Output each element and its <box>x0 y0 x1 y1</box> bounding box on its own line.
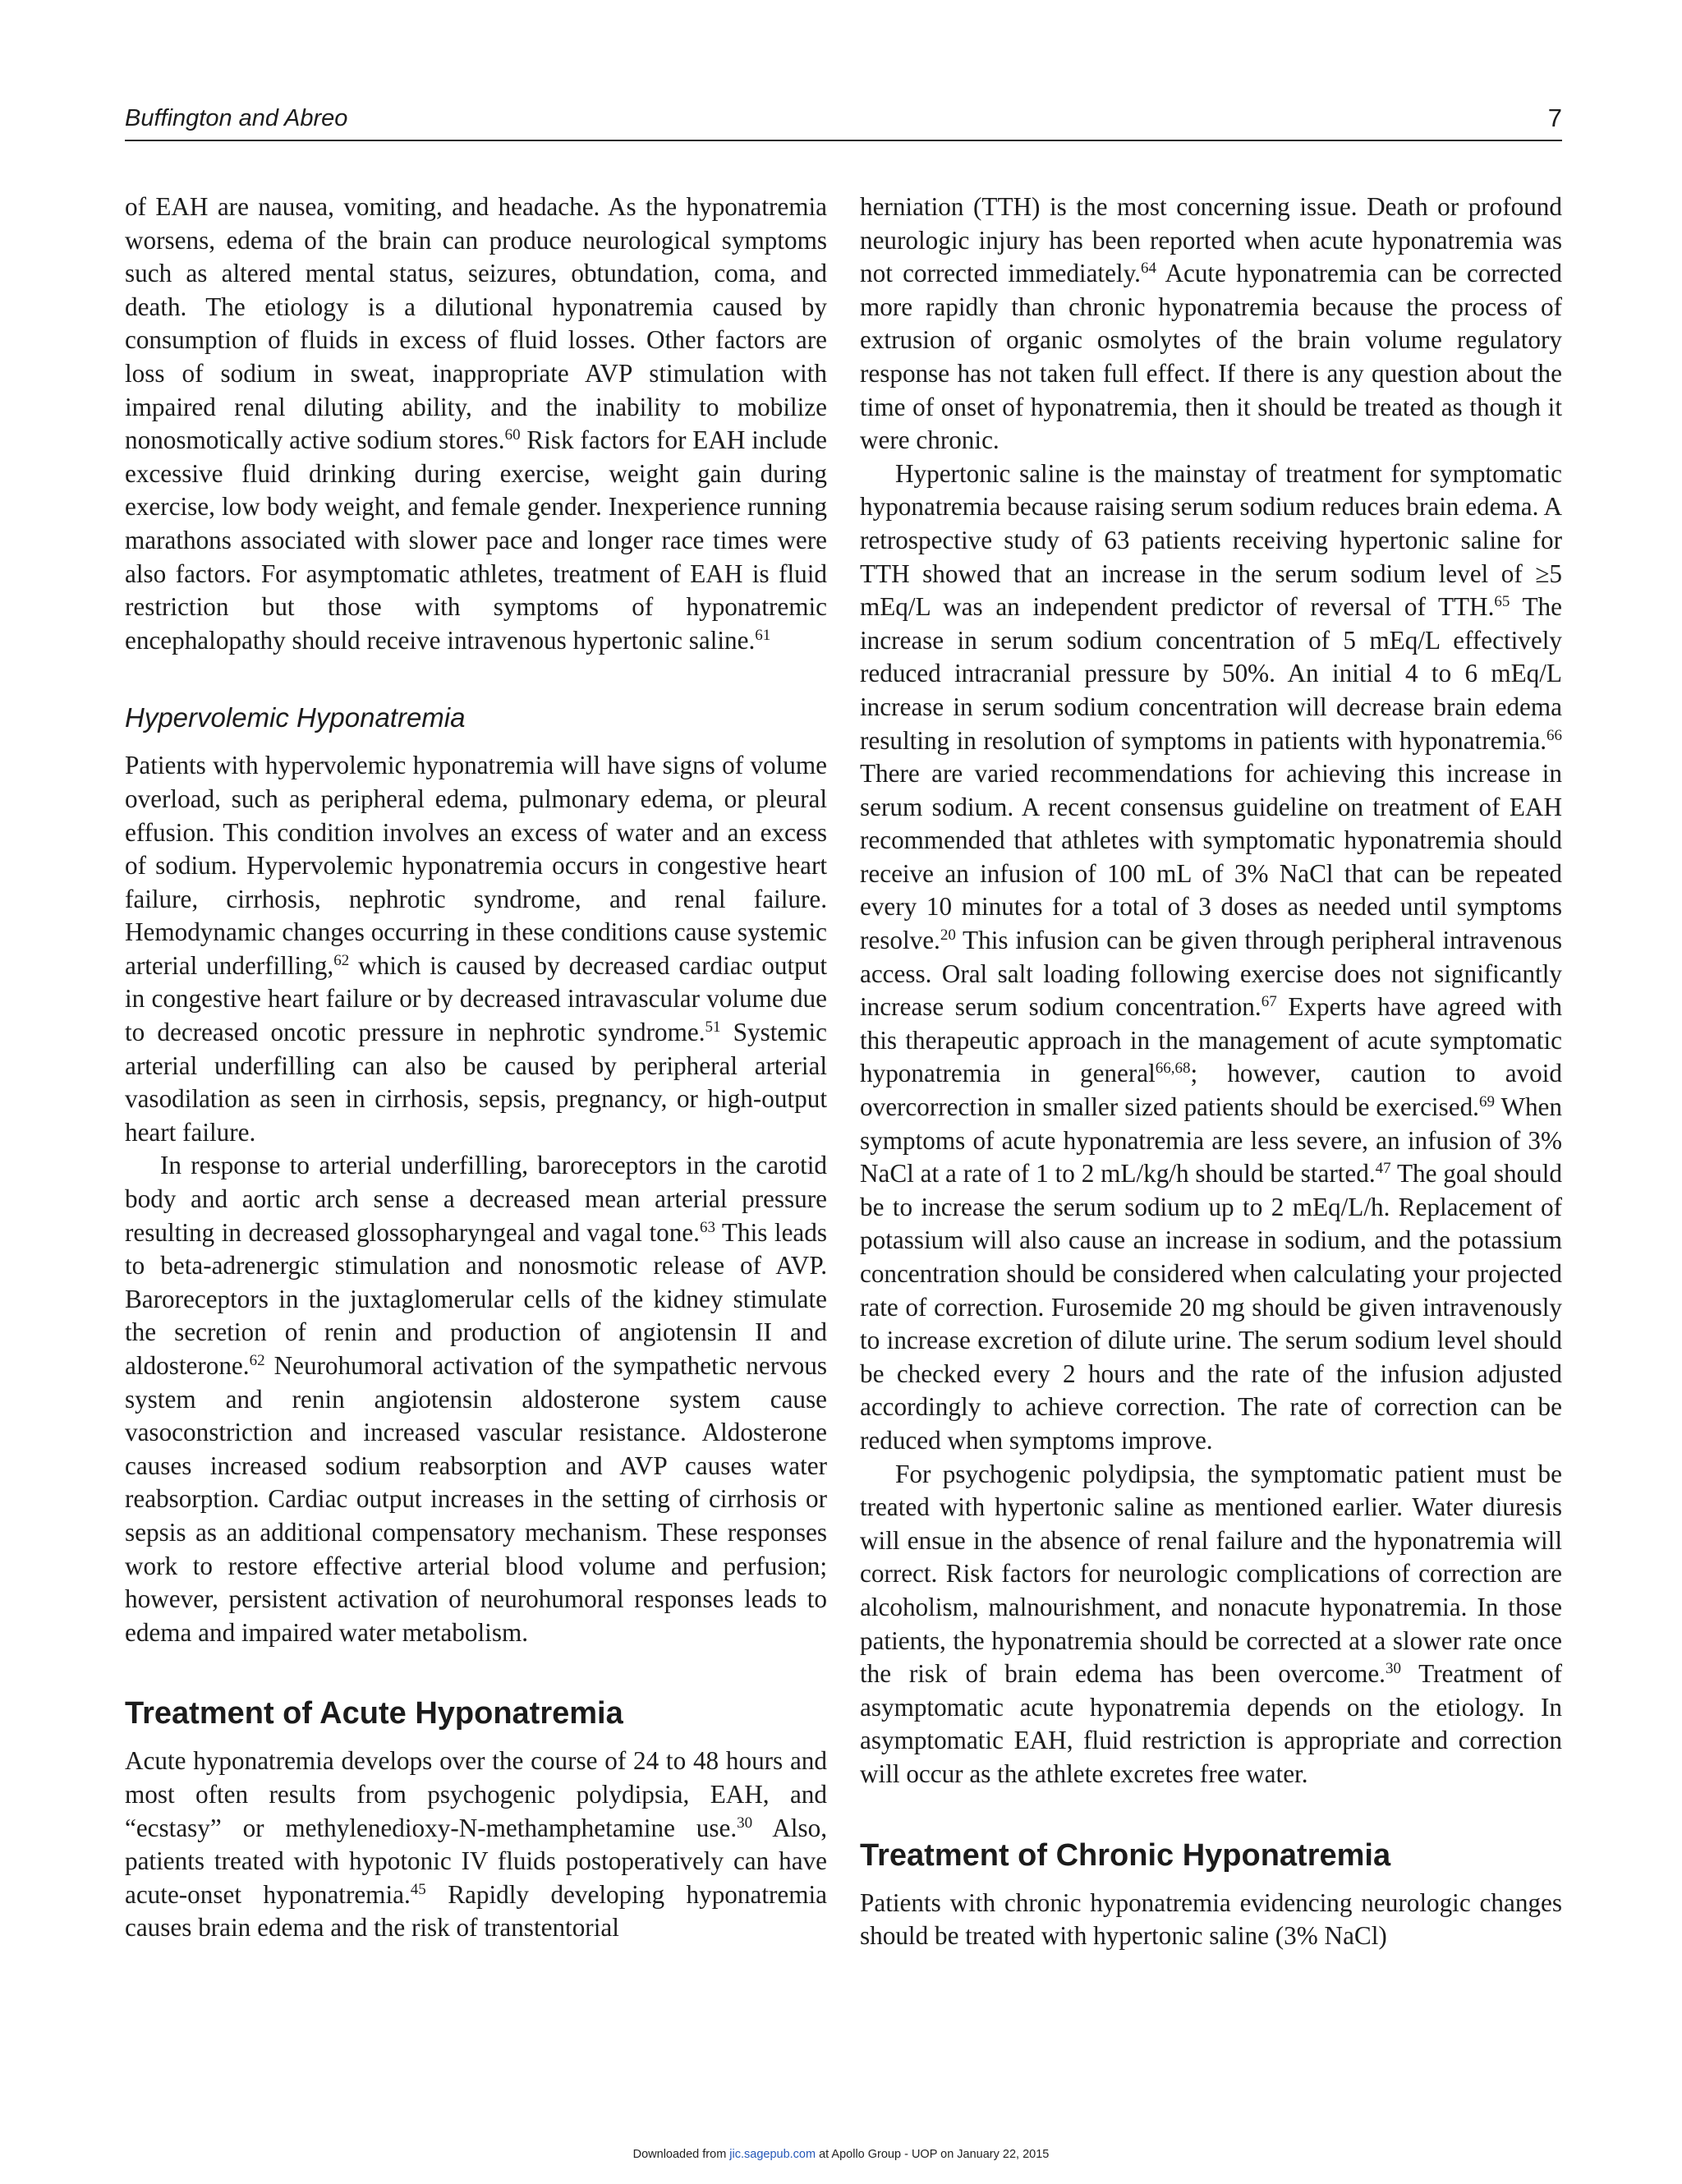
citation-ref: 62 <box>333 951 350 969</box>
body-paragraph: Acute hyponatremia develops over the course of 24 to 48 hours and most often results from psychogenic polydipsia, EAH, and “ecstasy” or methylenedioxy-N-methamphetamine use.$^{30}$ Also, patients treated with hypotonic IV fluids postoperatively can have acute-onset hyponatremia.$^{45}$ Rapidly developing hyponatremia causes brain edema and the risk of transtentorial <box>125 1746 827 1943</box>
left-column <box>125 191 827 1945</box>
citation-ref: 66 <box>1546 726 1562 744</box>
section-heading: Treatment of Acute Hyponatremia <box>125 1696 623 1731</box>
subsection-heading: Hypervolemic Hyponatremia <box>125 702 466 733</box>
body-paragraph: For psychogenic polydipsia, the symptomatic patient must be treated with hypertonic saline as mentioned earlier. Water diuresis will ensue in the absence of renal failure and the hyponatremia will correct. Risk factors for neurologic complications of correction are alcoholism, malnourishment, and nonacute hyponatremia. In those patients, the hyponatremia should be corrected at a slower rate once the risk of brain edema has been overcome.$^{30}$ Treatment of asymptomatic acute hyponatremia depends on the etiology. In asymptomatic EAH, fluid restriction is appropriate and correction will occur as the athlete excretes free water. <box>860 1459 1562 1788</box>
section-heading: Treatment of Chronic Hyponatremia <box>860 1837 1391 1873</box>
citation-ref: 64 <box>1140 260 1156 278</box>
running-head-authors: Buffington and Abreo <box>125 105 348 131</box>
citation-ref: 30 <box>1385 1660 1401 1678</box>
body-paragraph: Hypertonic saline is the mainstay of treatment for symptomatic hyponatremia because raising serum sodium reduces brain edema. A retrospective study of 63 patients receiving hypertonic saline for TTH showed that an increase in the serum sodium level of ≥5 mEq/L was an independent predictor of reversal of TTH.$^{65}$ The increase in serum sodium concentration of 5 mEq/L effectively reduced intracranial pressure by 50%. An initial 4 to 6 mEq/L increase in serum sodium concentration will decrease brain edema resulting in resolution of symptoms in patients with hyponatremia.$^{66}$ There are varied recommendations for achieving this increase in serum sodium. A recent consensus guideline on treatment of EAH recommended that athletes with symptomatic hyponatremia should receive an infusion of 100 mL of 3% NaCl that can be repeated every 10 minutes for a total of 3 doses as needed until symptoms resolve.$^{20}$ This infusion can be given through peripheral intravenous access. Oral salt loading following exercise does not significantly increase serum sodium concentration.$^{67}$ Experts have agreed with this therapeutic approach in the management of acute symptomatic hyponatremia in general$^{66,68}$; however, caution to avoid overcorrection in smaller sized patients should be exercised.$^{69}$ When symptoms of acute hyponatremia are less severe, an infusion of 3% NaCl at a rate of 1 to 2 mL/kg/h should be started.$^{47}$ The goal should be to increase the serum sodium up to 2 mEq/L/h. Replacement of potassium will also cause an increase in sodium, and the potassium concentration should be considered when calculating your projected rate of correction. Furosemide 20 mg should be given intravenously to increase excretion of dilute urine. The serum sodium level should be checked every 2 hours and the rate of the infusion adjusted accordingly to achieve correction. The rate of correction can be reduced when symptoms improve. <box>860 458 1563 1455</box>
citation-ref: 65 <box>1494 593 1510 611</box>
citation-ref: 67 <box>1261 993 1277 1011</box>
citation-ref: 45 <box>410 1880 426 1898</box>
body-paragraph: of EAH are nausea, vomiting, and headache. As the hyponatremia worsens, edema of the brain can produce neurological symptoms such as altered mental status, seizures, obtundation, coma, and death. The etiology is a dilutional hyponatremia caused by consumption of fluids in excess of fluid losses. Other factors are loss of sodium in sweat, inappropriate AVP stimulation with impaired renal diluting ability, and the inability to mobilize nonosmotically active sodium stores.$^{60}$ Risk factors for EAH include excessive fluid drinking during exercise, weight gain during exercise, low body weight, and female gender. Inexperience running marathons associated with slower pace and longer race times were also factors. For asymptomatic athletes, treatment of EAH is fluid restriction but those with symptoms of hyponatremic encephalopathy should receive intravenous hypertonic saline.$^{61}$ <box>125 192 827 655</box>
citation-ref: 62 <box>249 1352 265 1369</box>
running-header <box>125 102 1562 141</box>
citation-ref: 63 <box>699 1218 715 1236</box>
footer-link[interactable]: jic.sagepub.com <box>729 2148 816 2161</box>
right-column <box>860 191 1562 1953</box>
body-paragraph: herniation (TTH) is the most concerning issue. Death or profound neurologic injury has been reported when acute hyponatremia was not corrected immediately.$^{64}$ Acute hyponatremia can be corrected more rapidly than chronic hyponatremia because the process of extrusion of organic osmolytes of the brain volume regulatory response has not taken full effect. If there is any question about the time of onset of hyponatremia, then it should be treated as though it were chronic. <box>860 192 1562 455</box>
citation-ref: 47 <box>1375 1160 1391 1178</box>
citation-ref: 69 <box>1478 1093 1495 1111</box>
footer-suffix: at Apollo Group - UOP on January 22, 2015 <box>816 2148 1050 2161</box>
page-number: 7 <box>1547 103 1562 132</box>
footer-prefix: Downloaded from <box>632 2148 730 2161</box>
citation-ref: 30 <box>737 1814 753 1832</box>
citation-ref: 20 <box>940 926 956 945</box>
citation-ref: 51 <box>705 1018 721 1037</box>
body-paragraph: Patients with chronic hyponatremia evidencing neurologic changes should be treated with hypertonic saline (3% NaCl) <box>860 1887 1562 1951</box>
body-paragraph: Patients with hypervolemic hyponatremia will have signs of volume overload, such as peripheral edema, pulmonary edema, or pleural effusion. This condition involves an excess of water and an excess of sodium. Hypervolemic hyponatremia occurs in congestive heart failure, cirrhosis, nephrotic syndrome, and renal failure. Hemodynamic changes occurring in these conditions cause systemic arterial underfilling,$^{62}$ which is caused by decreased cardiac output in congestive heart failure or by decreased intravascular volume due to decreased oncotic pressure in nephrotic syndrome.$^{51}$ Systemic arterial underfilling can also be caused by peripheral arterial vasodilation as seen in cirrhosis, sepsis, pregnancy, or high-output heart failure. <box>125 751 827 1147</box>
citation-ref: 66,68 <box>1155 1060 1191 1078</box>
citation-ref: 60 <box>504 426 521 444</box>
download-footer <box>0 2148 1682 2161</box>
body-paragraph: In response to arterial underfilling, baroreceptors in the carotid body and aortic arch sense a decreased mean arterial pressure resulting in decreased glossopharyngeal and vagal tone.$^{63}$ This leads to beta-adrenergic stimulation and nonosmotic release of AVP. Baroreceptors in the juxtaglomerular cells of the kidney stimulate the secretion of renin and production of angiotensin II and aldosterone.$^{62}$ Neurohumoral activation of the sympathetic nervous system and renin angiotensin aldosterone system cause vasoconstriction and increased vascular resistance. Aldosterone causes increased sodium reabsorption and AVP causes water reabsorption. Cardiac output increases in the setting of cirrhosis or sepsis as an additional compensatory mechanism. These responses work to restore effective arterial blood volume and perfusion; however, persistent activation of neurohumoral responses leads to edema and impaired water metabolism. <box>125 1151 827 1647</box>
citation-ref: 61 <box>755 626 771 644</box>
